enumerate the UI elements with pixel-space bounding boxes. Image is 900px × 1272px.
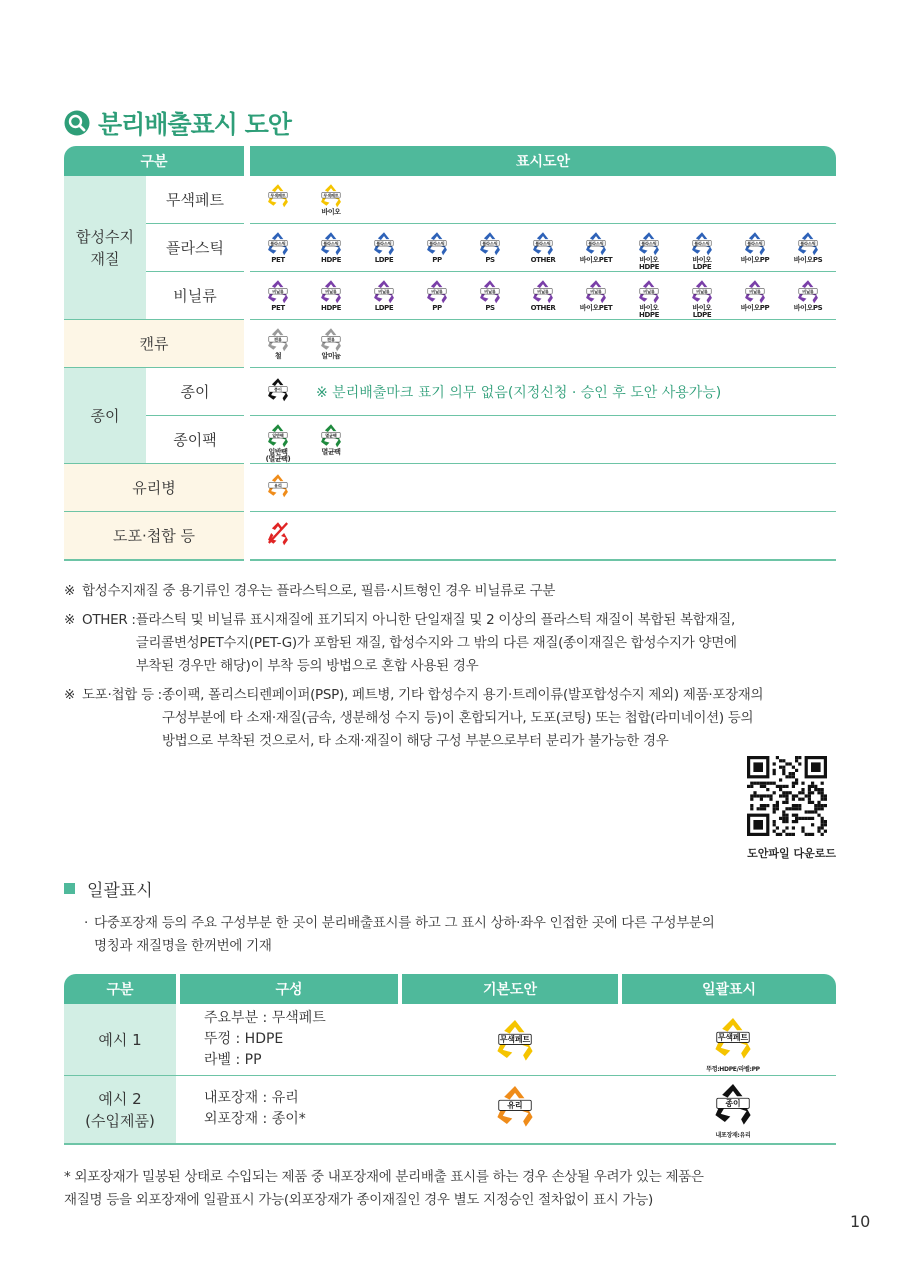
svg-text:플라스틱: 플라스틱 [482, 240, 498, 246]
symbol-sublabel: HDPE [321, 304, 341, 312]
svg-text:비닐류: 비닐류 [749, 288, 761, 294]
recycle-mark-icon [369, 230, 399, 256]
svg-text:유리: 유리 [274, 482, 282, 488]
recycle-mark-icon [740, 278, 770, 304]
svg-text:플라스틱: 플라스틱 [376, 240, 392, 246]
symbol-sublabel: 바이오LDPE [692, 304, 712, 319]
note-2: ※ OTHER : 플라스틱 및 비닐류 표시재질에 표기되지 아니한 단일재질 및 2 이상의 플라스틱 재질이 복합된 복합재질, 글리콜변성PET수지(PET-G)가 포함된 재질, 합성수지와 그 밖의 다른 재질(종이재질은 합성수지가 양면에 부착된 경우만 해당)이 부착 등의 방법으로 혼합 사용된 경우 [64, 612, 737, 674]
row-label-pet: 무색페트 [166, 190, 224, 209]
svg-text:플라스틱: 플라스틱 [747, 240, 763, 246]
svg-text:무색페트: 무색페트 [270, 192, 286, 198]
page-number: 10 [850, 1212, 871, 1231]
symbols-vinyl [254, 278, 826, 319]
symbols-can [254, 326, 349, 360]
symbol-sublabel: OTHER [530, 256, 556, 264]
plastic-symbol-8 [631, 230, 667, 271]
svg-text:종이: 종이 [725, 1099, 741, 1109]
t2-row2-combined-symbol [706, 1080, 760, 1139]
recycle-mark-icon [793, 230, 823, 256]
recycle-mark-icon [488, 1016, 542, 1062]
svg-text:비닐류: 비닐류 [590, 288, 602, 294]
recycle-mark-icon [263, 422, 293, 448]
svg-text:비닐류: 비닐류 [537, 288, 549, 294]
svg-text:무색페트: 무색페트 [499, 1035, 531, 1045]
section2-bullet: · 다중포장재 등의 주요 구성부분 한 곳이 분리배출표시를 하고 그 표시 상하·좌우 인접한 곳에 다른 구성부분의 명칭과 재질명을 한꺼번에 기재 [84, 912, 804, 958]
symbol-sublabel: PS [485, 256, 495, 264]
section-title [64, 106, 291, 140]
svg-text:유리: 유리 [507, 1101, 523, 1111]
recycle-mark-icon [581, 230, 611, 256]
symbol-sublabel: PET [271, 256, 285, 264]
symbols-glass [254, 472, 296, 499]
recycle-mark-icon [316, 182, 346, 208]
svg-text:플라스틱: 플라스틱 [270, 240, 286, 246]
symbol-sublabel: 바이오PET [579, 256, 613, 264]
plastic-symbol-7 [578, 230, 614, 264]
recycle-mark-icon [263, 472, 293, 498]
pet-symbol-2 [313, 182, 349, 216]
row-label-coated: 도포·첩합 등 [64, 512, 244, 560]
svg-text:비닐류: 비닐류 [325, 288, 337, 294]
svg-text:멸균팩: 멸균팩 [325, 432, 337, 438]
vinyl-symbol-10 [737, 278, 773, 312]
vinyl-symbol-9 [684, 278, 720, 319]
page-title: 분리배출표시 도안 [98, 110, 291, 139]
svg-text:종이: 종이 [274, 386, 282, 392]
plastic-symbol-10 [737, 230, 773, 264]
recycle-mark-icon [528, 278, 558, 304]
qr-code-icon[interactable] [747, 756, 827, 836]
combined-sublabel: 뚜껑:HDPE/라벨:PP [706, 1066, 760, 1073]
symbols-coated [254, 520, 296, 547]
can-symbol-2 [313, 326, 349, 360]
svg-text:플라스틱: 플라스틱 [800, 240, 816, 246]
t2-row1-combined-symbol [706, 1014, 760, 1073]
svg-text:비닐류: 비닐류 [696, 288, 708, 294]
vinyl-symbol-11 [790, 278, 826, 312]
symbol-sublabel: 바이오LDPE [692, 256, 712, 271]
t2-row2-basic-symbol [488, 1082, 542, 1132]
paper-symbol-1 [260, 376, 296, 403]
symbol-sublabel: 알미늄 [321, 352, 341, 360]
row-label-plastic: 플라스틱 [166, 238, 224, 257]
symbols-plastic [254, 230, 826, 271]
t2-header-basic: 기본도안 [402, 974, 618, 1004]
recycle-mark-icon [687, 278, 717, 304]
symbol-sublabel: LDPE [374, 304, 394, 312]
svg-text:캔류: 캔류 [327, 336, 335, 342]
symbols-paperpack [254, 422, 349, 463]
t2-row1-basic-symbol [488, 1016, 542, 1066]
svg-text:플라스틱: 플라스틱 [641, 240, 657, 246]
magnifier-icon [64, 110, 90, 136]
svg-text:플라스틱: 플라스틱 [694, 240, 710, 246]
svg-text:무색페트: 무색페트 [717, 1033, 749, 1043]
section2-title: 일괄표시 [87, 881, 153, 901]
plastic-symbol-11 [790, 230, 826, 264]
svg-text:일반팩: 일반팩 [272, 432, 284, 438]
symbols-pet [254, 182, 349, 216]
symbol-sublabel: 바이오PET [579, 304, 613, 312]
recycle-mark-icon [316, 326, 346, 352]
row-label-vinyl: 비닐류 [173, 286, 217, 305]
recycle-mark-icon [793, 278, 823, 304]
coated-symbol-1 [260, 520, 296, 547]
symbol-sublabel: 철 [274, 352, 282, 360]
recycle-mark-icon [316, 230, 346, 256]
svg-text:비닐류: 비닐류 [378, 288, 390, 294]
row-label-glass: 유리병 [64, 464, 244, 512]
symbol-sublabel: 바이오HDPE [639, 256, 659, 271]
group-synthetic-resin: 합성수지 재질 [64, 176, 146, 320]
paperpack-symbol-1 [260, 422, 296, 463]
symbol-sublabel: 바이오PS [793, 304, 823, 312]
vinyl-symbol-4 [419, 278, 455, 312]
symbol-sublabel: 바이오PP [740, 304, 770, 312]
t2-row1-composition: 주요부분 : 무색페트 뚜껑 : HDPE 라벨 : PP [204, 1010, 326, 1068]
row-label-can: 캔류 [64, 320, 244, 368]
svg-text:비닐류: 비닐류 [431, 288, 443, 294]
svg-text:비닐류: 비닐류 [484, 288, 496, 294]
symbol-sublabel: LDPE [374, 256, 394, 264]
paperpack-symbol-2 [313, 422, 349, 456]
t2-row2-label: 예시 2 (수입제품) [64, 1076, 176, 1144]
t2-header-composition: 구성 [180, 974, 398, 1004]
vinyl-symbol-2 [313, 278, 349, 312]
plastic-symbol-3 [366, 230, 402, 264]
symbol-sublabel: PP [432, 304, 442, 312]
recycle-mark-crossed-icon [263, 520, 293, 546]
paper-note: ※ 분리배출마크 표기 의무 없음(지정신청 · 승인 후 도안 사용가능) [316, 385, 722, 401]
recycle-mark-icon [475, 230, 505, 256]
row-label-paperpack: 종이팩 [173, 430, 217, 449]
recycle-mark-icon [740, 230, 770, 256]
recycle-mark-icon [263, 326, 293, 352]
header-category: 구분 [64, 146, 244, 176]
symbol-sublabel: HDPE [321, 256, 341, 264]
svg-text:비닐류: 비닐류 [643, 288, 655, 294]
recycle-mark-icon [634, 230, 664, 256]
plastic-symbol-1 [260, 230, 296, 264]
recycle-mark-icon [422, 230, 452, 256]
symbols-paper [254, 376, 296, 403]
symbol-sublabel: OTHER [530, 304, 556, 312]
plastic-symbol-9 [684, 230, 720, 271]
row-label-paper: 종이 [180, 382, 210, 401]
vinyl-symbol-3 [366, 278, 402, 312]
svg-text:비닐류: 비닐류 [272, 288, 284, 294]
vinyl-symbol-1 [260, 278, 296, 312]
can-symbol-1 [260, 326, 296, 360]
svg-text:플라스틱: 플라스틱 [535, 240, 551, 246]
t2-header-combined: 일괄표시 [622, 974, 836, 1004]
recycle-mark-icon [634, 278, 664, 304]
recycle-mark-icon [263, 182, 293, 208]
pet-symbol-1 [260, 182, 296, 209]
vinyl-symbol-7 [578, 278, 614, 312]
recycle-mark-icon [488, 1082, 542, 1128]
t2-header-category: 구분 [64, 974, 176, 1004]
recycle-mark-icon [263, 278, 293, 304]
symbol-sublabel: PET [271, 304, 285, 312]
svg-text:무색페트: 무색페트 [323, 192, 339, 198]
combined-sublabel: 내포장재:유리 [715, 1132, 751, 1139]
note-3: ※ 도포·첩합 등 : 종이팩, 폴리스티렌페이퍼(PSP), 페트병, 기타 합성수지 용기·트레이류(발포합성수지 제외) 제품·포장재의 구성부분에 타 소재·재질(금속, 생분해성 수지 등)이 혼합되거나, 도포(코팅) 또는 첩합(라미네이션) 등의 방법으로 부착된 것으로서, 타 소재·재질이 해당 구성 부분으로부터 분리가 불가능한 경우 [64, 687, 764, 749]
symbol-sublabel: 바이오HDPE [639, 304, 659, 319]
recycle-mark-icon [263, 376, 293, 402]
plastic-symbol-5 [472, 230, 508, 264]
square-bullet-icon [64, 883, 75, 894]
symbol-sublabel: 바이오PP [740, 256, 770, 264]
recycle-mark-icon [706, 1014, 760, 1060]
qr-download-label: 도안파일 다운로드 [747, 847, 836, 860]
glass-symbol-1 [260, 472, 296, 499]
plastic-symbol-6 [525, 230, 561, 264]
recycle-mark-icon [369, 278, 399, 304]
recycle-mark-icon [475, 278, 505, 304]
t2-row1-label: 예시 1 [64, 1004, 176, 1076]
recycle-mark-icon [316, 422, 346, 448]
plastic-symbol-4 [419, 230, 455, 264]
recycle-mark-icon [316, 278, 346, 304]
svg-text:플라스틱: 플라스틱 [588, 240, 604, 246]
svg-text:플라스틱: 플라스틱 [429, 240, 445, 246]
symbol-sublabel: 바이오 [321, 208, 341, 216]
header-design: 표시도안 [250, 146, 836, 176]
recycle-mark-icon [581, 278, 611, 304]
dot-bullet-icon: · [84, 915, 88, 931]
t2-row2-composition: 내포장재 : 유리 외포장재 : 종이* [204, 1090, 306, 1127]
group-paper: 종이 [64, 368, 146, 464]
notes [64, 580, 844, 753]
svg-text:캔류: 캔류 [274, 336, 282, 342]
svg-text:플라스틱: 플라스틱 [323, 240, 339, 246]
recycle-mark-icon [422, 278, 452, 304]
symbol-sublabel: 바이오PS [793, 256, 823, 264]
recycle-mark-icon [528, 230, 558, 256]
recycle-mark-icon [263, 230, 293, 256]
symbol-sublabel: 일반팩 (멸균팩) [265, 448, 291, 463]
plastic-symbol-2 [313, 230, 349, 264]
symbol-sublabel: PS [485, 304, 495, 312]
svg-text:비닐류: 비닐류 [802, 288, 814, 294]
symbol-sublabel: 멸균팩 [321, 448, 341, 456]
note-1: ※ 합성수지재질 중 용기류인 경우는 플라스틱으로, 필름·시트형인 경우 비닐류로 구분 [64, 583, 556, 599]
section2-heading [64, 876, 153, 901]
recycle-mark-icon [706, 1080, 760, 1126]
vinyl-symbol-5 [472, 278, 508, 312]
vinyl-symbol-8 [631, 278, 667, 319]
symbol-sublabel: PP [432, 256, 442, 264]
vinyl-symbol-6 [525, 278, 561, 312]
footnote: * 외포장재가 밀봉된 상태로 수입되는 제품 중 내포장재에 분리배출 표시를 하는 경우 손상될 우려가 있는 제품은 재질명 등을 외포장재에 일괄표시 가능(외포장재가 종이재질인 경우 별도 지정승인 절차없이 표시 가능) [64, 1169, 704, 1208]
recycle-mark-icon [687, 230, 717, 256]
